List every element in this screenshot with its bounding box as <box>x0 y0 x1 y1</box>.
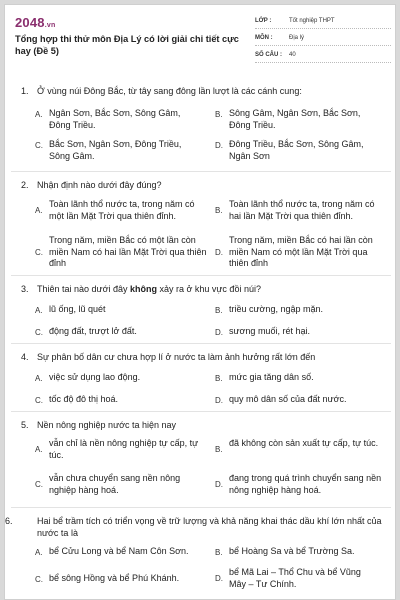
option-letter: B. <box>215 374 223 383</box>
option-letter: A. <box>35 374 43 383</box>
option-a[interactable] <box>35 372 200 384</box>
option-text: Toàn lãnh thổ nước ta, trong năm có một lần Mặt Trời qua thiên đỉnh. <box>49 199 195 221</box>
question-text <box>21 283 381 295</box>
meta-row-grade <box>255 14 391 29</box>
option-d[interactable] <box>215 235 387 270</box>
document-meta <box>255 14 391 65</box>
site-logo[interactable] <box>15 15 55 30</box>
option-text: đã không còn sản xuất tự cấp, tự túc. <box>229 438 379 448</box>
logo-suffix: .vn <box>44 22 56 29</box>
document-page <box>4 4 396 600</box>
option-text: Ngân Sơn, Bắc Sơn, Sông Gâm, Đông Triều. <box>49 108 181 130</box>
option-text: bể Hoàng Sa và bể Trường Sa. <box>229 546 355 556</box>
option-letter: B. <box>215 445 223 454</box>
question-text <box>21 351 381 363</box>
option-letter: A. <box>35 445 43 454</box>
option-b[interactable] <box>215 372 385 384</box>
option-letter: A. <box>35 110 43 119</box>
question-number: 2. <box>21 180 29 190</box>
question-text <box>21 419 381 431</box>
option-a[interactable] <box>35 546 210 558</box>
option-text: quy mô dân số của đất nước. <box>229 394 347 404</box>
option-b[interactable] <box>215 108 385 131</box>
meta-label: LỚP : <box>255 18 272 24</box>
option-b[interactable] <box>215 199 387 222</box>
question-divider <box>11 411 391 412</box>
meta-value: Địa lý <box>289 35 305 41</box>
question-body: Ở vùng núi Đông Bắc, từ tây sang đông lần lượt là các cánh cung: <box>37 86 302 96</box>
option-text: Sông Gâm, Ngân Sơn, Bắc Sơn, Đông Triều. <box>229 108 361 130</box>
option-d[interactable] <box>215 567 387 590</box>
option-text: Toàn lãnh thổ nước ta, trong năm có hai lần Mặt Trời qua thiên đỉnh. <box>229 199 375 221</box>
option-letter: A. <box>35 206 43 215</box>
option-c[interactable] <box>35 139 200 162</box>
option-text: bể sông Hồng và bể Phú Khánh. <box>49 573 180 583</box>
option-letter: C. <box>35 328 43 337</box>
option-text: lũ ống, lũ quét <box>49 304 106 314</box>
option-text: Bắc Sơn, Ngân Sơn, Đông Triều, Sông Gâm. <box>49 139 182 161</box>
option-text: Trong năm, miền Bắc có hai lần còn miền Nam có một lần Mặt Trời qua thiên đỉnh <box>229 235 373 268</box>
option-b[interactable] <box>215 438 387 454</box>
option-letter: A. <box>35 306 43 315</box>
option-text: vẫn chưa chuyển sang nền nông nghiệp hàng hoá. <box>49 473 181 495</box>
option-a[interactable] <box>35 108 200 131</box>
meta-row-subject <box>255 31 391 46</box>
option-b[interactable] <box>215 546 387 558</box>
option-a[interactable] <box>35 199 210 222</box>
option-letter: D. <box>215 328 223 337</box>
question-divider <box>11 275 391 276</box>
option-text: mức gia tăng dân số. <box>229 372 314 382</box>
question-body: Hai bể trầm tích có triển vọng về trữ lượng và khả năng khai thác dầu khí lớn nhất của nước ta là <box>37 516 382 538</box>
option-c[interactable] <box>35 573 210 585</box>
meta-row-question-count <box>255 48 391 63</box>
option-d[interactable] <box>215 326 385 338</box>
meta-label: SỐ CÂU : <box>255 52 282 58</box>
option-text: việc sử dụng lao động. <box>49 372 141 382</box>
option-letter: A. <box>35 548 43 557</box>
question-body: Nền nông nghiệp nước ta hiện nay <box>37 420 177 430</box>
option-text: bể Mã Lai – Thổ Chu và bể Vũng Mây – Tư Chính. <box>229 567 361 589</box>
option-c[interactable] <box>35 473 210 496</box>
option-a[interactable] <box>35 304 200 316</box>
option-a[interactable] <box>35 438 210 461</box>
question-text-part: xảy ra ở khu vực đồi núi? <box>156 284 261 294</box>
question-number: 3. <box>21 284 29 294</box>
option-letter: B. <box>215 548 223 557</box>
question-number: 1. <box>21 86 29 96</box>
option-c[interactable] <box>35 235 210 270</box>
option-c[interactable] <box>35 326 200 338</box>
meta-value: 40 <box>289 52 296 58</box>
option-letter: D. <box>215 574 223 583</box>
option-c[interactable] <box>35 394 200 406</box>
question-number: 4. <box>21 352 29 362</box>
question-text-part: Thiên tai nào dưới đây <box>37 284 130 294</box>
option-letter: D. <box>215 248 223 257</box>
question-body: Sự phân bố dân cư chưa hợp lí ở nước ta làm ảnh hưởng rất lớn đến <box>37 352 316 362</box>
question-body: Nhận định nào dưới đây đúng? <box>37 180 162 190</box>
option-letter: C. <box>35 575 43 584</box>
option-letter: D. <box>215 480 223 489</box>
option-letter: D. <box>215 396 223 405</box>
question-emphasis: không <box>129 284 157 294</box>
option-text: đang trong quá trình chuyển sang nền nông nghiệp hàng hoá. <box>229 473 382 495</box>
question-body <box>37 284 261 294</box>
question-number: 5. <box>21 420 29 430</box>
option-text: tốc độ đô thị hoá. <box>49 394 119 404</box>
question-text <box>21 179 381 191</box>
option-text: bể Cửu Long và bể Nam Côn Sơn. <box>49 546 189 556</box>
option-text: triều cường, ngập mặn. <box>229 304 323 314</box>
option-letter: C. <box>35 396 43 405</box>
option-text: động đất, trượt lở đất. <box>49 326 137 336</box>
option-letter: C. <box>35 141 43 150</box>
meta-label: MÔN : <box>255 35 273 41</box>
option-letter: C. <box>35 248 43 257</box>
option-letter: B. <box>215 110 223 119</box>
option-d[interactable] <box>215 139 385 162</box>
question-number: 6. <box>5 516 13 526</box>
option-letter: B. <box>215 306 223 315</box>
logo-text: 2048 <box>15 15 45 30</box>
question-divider <box>11 171 391 172</box>
document-header <box>5 5 395 73</box>
option-d[interactable] <box>215 473 387 496</box>
question-divider <box>11 343 391 344</box>
question-text <box>5 515 383 539</box>
meta-value: Tốt nghiệp THPT <box>289 18 335 24</box>
option-letter: B. <box>215 206 223 215</box>
option-text: vẫn chỉ là nền nông nghiệp tự cấp, tự túc. <box>49 438 199 460</box>
option-text: sương muối, rét hại. <box>229 326 310 336</box>
question-text <box>21 85 381 97</box>
option-text: Trong năm, miền Bắc có một lần còn miền Nam có hai lần Mặt Trời qua thiên đỉnh <box>49 235 207 268</box>
option-letter: D. <box>215 141 223 150</box>
option-b[interactable] <box>215 304 385 316</box>
option-text: Đông Triều, Bắc Sơn, Sông Gâm, Ngân Sơn <box>229 139 364 161</box>
option-letter: C. <box>35 480 43 489</box>
option-d[interactable] <box>215 394 385 406</box>
question-divider <box>11 507 391 508</box>
document-title: Tổng hợp thi thử môn Địa Lý có lời giải chi tiết cực hay (Đề 5) <box>15 34 239 56</box>
